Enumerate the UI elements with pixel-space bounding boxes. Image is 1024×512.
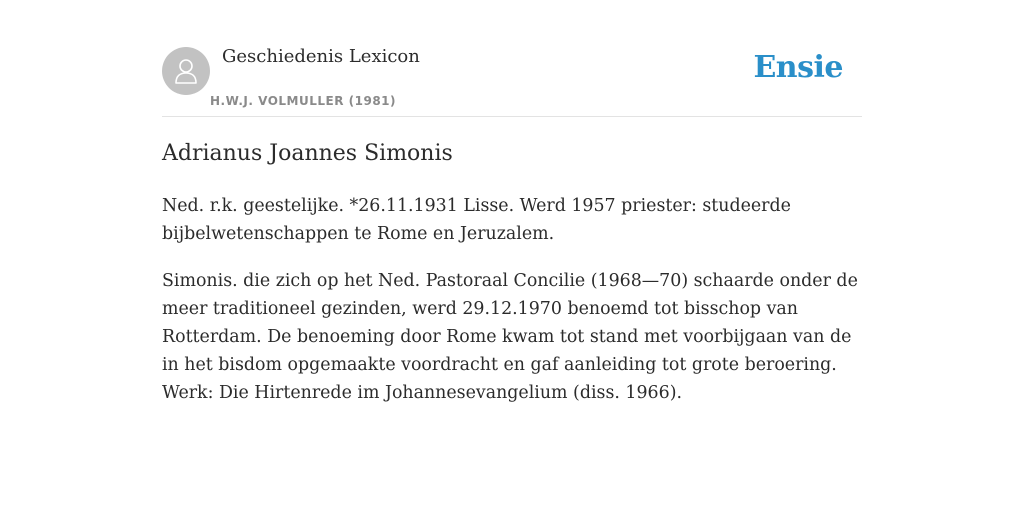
entry-paragraph: Ned. r.k. geestelijke. *26.11.1931 Lisse. Werd 1957 priester: studeerde bijbelwetenschappen te Rome en Jeruzalem. [162,196,791,244]
page-title: Adrianus Joannes Simonis [162,141,453,166]
page [162,0,862,403]
entry-body [162,192,862,426]
header [162,0,862,117]
user-icon [173,57,199,85]
entry-paragraph: Simonis. die zich op het Ned. Pastoraal Concilie (1968—70) schaarde onder de meer traditioneel gezinden, werd 29.12.1970 benoemd tot bisschop van Rotterdam. De benoeming door Rome kwam tot stand met voorbijgaan van de in het bisdom opgemaakte voordracht en gaf aanleiding tot grote beroering. Werk: Die Hirtenrede im Johannesevangelium (diss. 1966). [162,271,858,403]
author-name[interactable]: H.W.J. VOLMULLER (1981) [210,94,397,108]
source-title[interactable]: Geschiedenis Lexicon [222,46,420,67]
avatar[interactable] [162,47,210,95]
ensie-logo[interactable]: Ensie [753,50,843,85]
